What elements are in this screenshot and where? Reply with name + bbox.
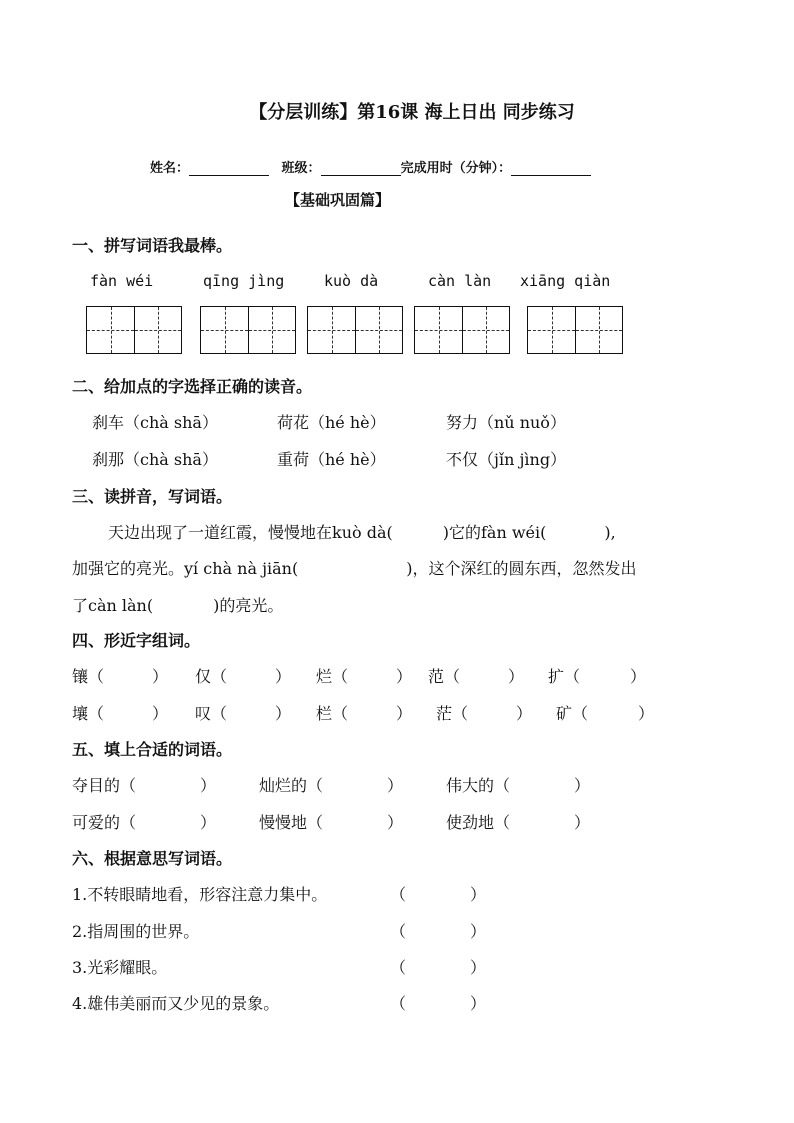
pinyin-5: xiāng qiàn [520,272,611,290]
meaning-text: 1.不转眼睛地看，形容注意力集中。 [72,885,328,904]
writing-grid-1[interactable] [86,306,182,354]
grid-cell[interactable] [415,307,462,353]
pinyin-4: càn làn [428,272,492,290]
time-blank[interactable] [511,161,591,176]
writing-grid-5[interactable] [527,306,623,354]
meaning-answer: （ ） [390,922,487,941]
grid-cell[interactable] [528,307,575,353]
pinyin-3: kuò dà [324,272,379,290]
reading-item: 努力（nǔ nuǒ） [446,413,566,432]
reading-item: 不仅（jǐn jìng） [446,450,567,469]
section-5-heading: 五、填上合适的词语。 [72,740,233,759]
similar-char-item: 栏（ ） [316,704,413,723]
name-blank[interactable] [189,161,269,176]
similar-char-item: 壤（ ） [72,704,169,723]
class-label: 班级： [281,161,321,176]
passage-text: )的亮光。 [213,596,284,615]
fill-item: 慢慢地（ ） [259,813,404,832]
fill-item: 伟大的（ ） [446,776,591,795]
similar-char-item: 茫（ ） [436,704,533,723]
class-blank[interactable] [321,161,401,176]
similar-char-item: 仅（ ） [195,667,292,686]
pinyin-2: qīng jìng [203,272,285,290]
meaning-answer: （ ） [390,958,487,977]
similar-char-item: 矿（ ） [556,704,655,723]
similar-char-item: 范（ ） [428,667,525,686]
page-title: 【分层训练】第16课 海上日出 同步练习 [249,102,575,123]
name-label: 姓名： [150,161,190,176]
fill-item: 夺目的（ ） [72,776,217,795]
grid-cell[interactable] [462,307,509,353]
time-label: 完成用时（分钟）： [400,161,512,176]
writing-grid-4[interactable] [414,306,510,354]
grid-cell[interactable] [308,307,355,353]
meaning-answer: （ ） [390,885,487,904]
grid-cell[interactable] [201,307,248,353]
passage-text: ), [604,523,616,542]
similar-char-item: 扩（ ） [548,667,647,686]
reading-item: 刹车（chà shā） [92,413,218,432]
passage-line-1 [72,520,752,543]
reading-item: 重荷（hé hè） [277,450,386,469]
fill-item: 灿烂的（ ） [259,776,404,795]
section-1-heading: 一、拼写词语我最棒。 [72,236,233,255]
fill-item: 可爱的（ ） [72,813,217,832]
section-4-heading: 四、形近字组词。 [72,631,201,650]
section-subtitle: 【基础巩固篇】 [285,191,391,209]
grid-cell[interactable] [248,307,295,353]
meaning-text: 2.指周围的世界。 [72,922,200,941]
pinyin-1: fàn wéi [90,272,154,290]
writing-grid-3[interactable] [307,306,403,354]
similar-char-item: 烂（ ） [316,667,413,686]
meaning-answer: （ ） [390,994,487,1013]
reading-item: 刹那（chà shā） [92,450,218,469]
meaning-text: 3.光彩耀眼。 [72,958,168,977]
reading-item: 荷花（hé hè） [277,413,386,432]
writing-grid-2[interactable] [200,306,296,354]
fill-item: 使劲地（ ） [446,813,591,832]
student-info-row [150,157,591,176]
grid-cell[interactable] [575,307,622,353]
section-3-heading: 三、读拼音，写词语。 [72,487,233,506]
passage-text: )它的fàn wéi( [442,523,547,542]
passage-text: 了càn làn( [72,596,154,615]
grid-cell[interactable] [355,307,402,353]
passage-text: )，这个深红的圆东西，忽然发出 [406,559,637,578]
meaning-text: 4.雄伟美丽而又少见的景象。 [72,994,280,1013]
passage-line-2 [72,556,752,579]
section-6-heading: 六、根据意思写词语。 [72,849,233,868]
grid-cell[interactable] [87,307,134,353]
passage-line-3 [72,593,752,616]
grid-cell[interactable] [134,307,181,353]
passage-text: 天边出现了一道红霞，慢慢地在kuò dà( [108,523,393,542]
passage-text: 加强它的亮光。yí chà nà jiān( [72,559,299,578]
similar-char-item: 镶（ ） [72,667,169,686]
section-2-heading: 二、给加点的字选择正确的读音。 [72,377,313,396]
similar-char-item: 叹（ ） [195,704,292,723]
